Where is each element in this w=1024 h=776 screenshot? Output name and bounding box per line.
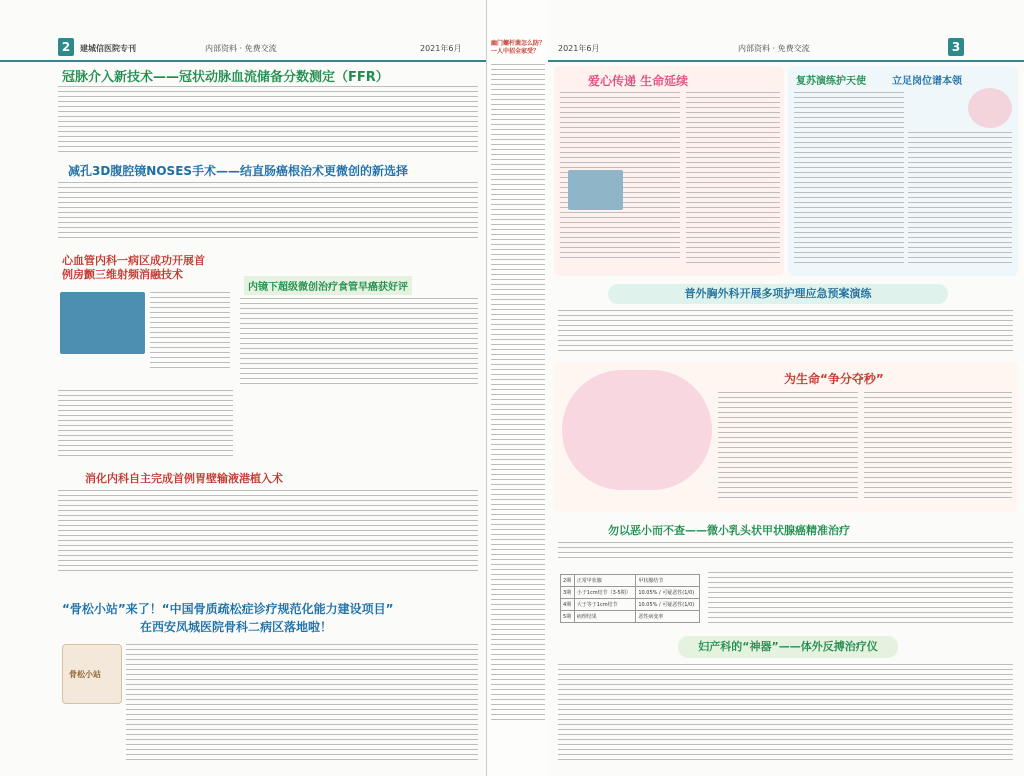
circulation-note: 内部资料 · 免费交流	[205, 44, 277, 53]
headline-af-ablation: 心血管内科一病区成功开展首例房颤三维射频消融技术	[62, 254, 205, 281]
headline-osteoporosis: “骨松小站”来了！“中国骨质疏松症诊疗规范化能力建设项目”	[62, 602, 394, 616]
middle-title: 幽门螺杆菌怎么防？一人中招全家受？	[491, 40, 546, 55]
life-text	[718, 392, 858, 504]
gyn-text	[558, 664, 1013, 764]
right-page	[548, 0, 1024, 776]
thyroid-intro-text	[558, 542, 1013, 566]
model-text	[908, 132, 1012, 267]
headline-ffr: 冠脉介入新技术——冠状动脉血流储备分数测定（FFR）	[62, 70, 389, 85]
headline-emergency: 普外胸外科开展多项护理应急预案演练	[608, 284, 948, 304]
osteoporosis-plaque	[62, 644, 122, 704]
section-title: 建城信医院专刊	[80, 44, 136, 53]
thyroid-text	[708, 572, 1013, 632]
emergency-text	[558, 310, 1013, 358]
headline-endoscopy: 内镜下超级微创治疗食管早癌获好评	[244, 276, 412, 295]
table-row: 5期 病理结果 恶性病变率	[561, 611, 700, 623]
table-row: 4期 大于等于1cm结节 10.05% / 可疑恶性(1/0)	[561, 599, 700, 611]
middle-column	[486, 0, 550, 776]
headline-thyroid: 勿以恶小而不查——微小乳头状甲状腺癌精准治疗	[608, 524, 850, 537]
headline-noses: 减孔3D腹腔镜NOSES手术——结直肠癌根治术更微创的新选择	[68, 164, 409, 178]
page-number-right: 3	[948, 38, 964, 56]
article-osteoporosis-text	[126, 644, 478, 764]
love-photo	[568, 170, 623, 210]
headline-model: 立足岗位谱本领	[892, 76, 962, 87]
life-text-2	[864, 392, 1012, 504]
plaque-text: 骨松小站	[69, 670, 101, 679]
headline-port: 消化内科自主完成首例胃壁输液港植入术	[85, 472, 283, 485]
headline-life: 为生命“争分夺秒”	[784, 372, 884, 386]
headline-love: 爱心传递 生命延续	[588, 74, 689, 88]
article-noses-text	[58, 182, 478, 244]
table-row: 3期 小于1cm结节（3-5期） 10.05% / 可疑恶性(1/0)	[561, 587, 700, 599]
surgery-photo	[60, 292, 145, 354]
headline-osteoporosis-2: 在西安凤城医院骨科二病区落地啦！	[140, 620, 333, 634]
headline-gyn: 妇产科的“神器”——体外反搏治疗仪	[678, 636, 898, 658]
circulation-note-right: 内部资料 · 免费交流	[738, 44, 810, 53]
left-page	[0, 0, 486, 776]
nurse-illustration	[562, 370, 712, 490]
article-af-text-2	[58, 390, 233, 470]
thyroid-table	[560, 574, 700, 623]
left-header	[0, 38, 486, 62]
middle-text	[491, 64, 545, 764]
article-ffr-text	[58, 86, 478, 156]
right-header	[548, 38, 1024, 62]
article-af-text	[150, 292, 230, 382]
table-row: 2期 正常甲状腺 甲状腺结节	[561, 575, 700, 587]
issue-date: 2021年6月	[420, 44, 462, 53]
page-number: 2	[58, 38, 74, 56]
baby-illustration	[968, 88, 1012, 128]
issue-date-right: 2021年6月	[558, 44, 600, 53]
love-text-2	[686, 92, 780, 267]
drill-text	[794, 92, 904, 267]
article-port-text	[58, 490, 478, 580]
headline-drill: 复苏演练护天使	[796, 76, 866, 87]
article-endoscopy-text	[240, 298, 478, 398]
